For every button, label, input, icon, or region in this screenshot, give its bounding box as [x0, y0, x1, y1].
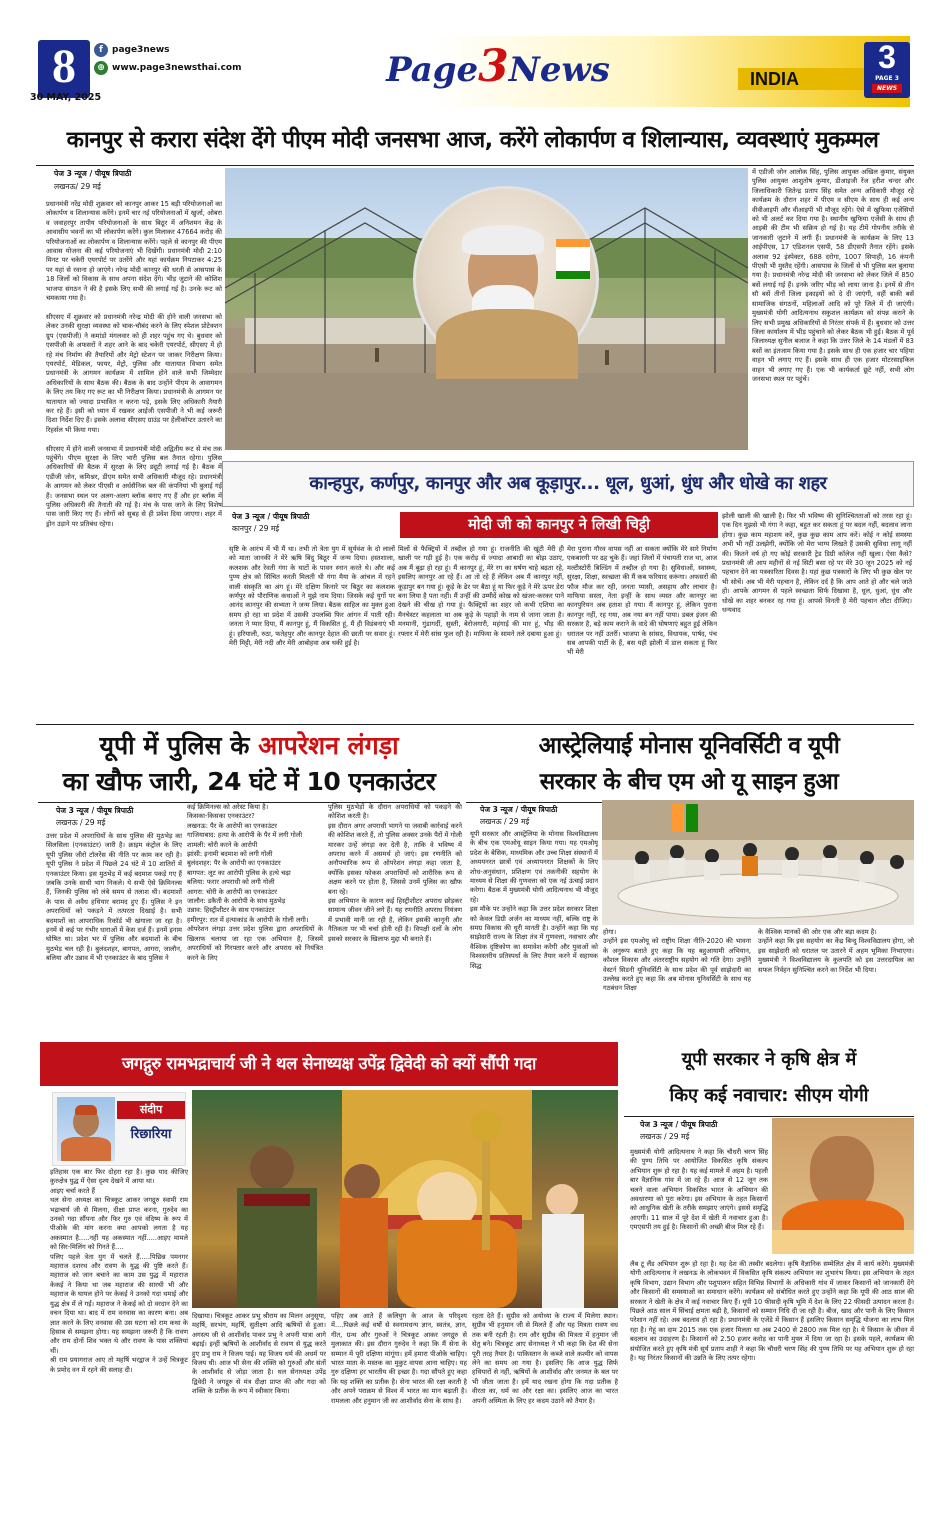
story5-col-c: पहिए अब आते हैं कलियुग के आज के परिदृश्य में....पिछले कई वर्षों से स्वनामधन्य ज्ञान, स्वतंत्र, ज्ञान, गीत, ग्रन्थ और गुरुओं ने चित्रकूट आकर जगद्गुरु से मुलाकात की। इस दौरान गुरुदेव ने कहा कि मैं सेना के सम्मान में पूरी दक्षिणा मांगूंगा। हमें हमारा पीओके चाहिए। भारत माता के मस्तक का मुकुट वापस आना चाहिए। यह गुरु दक्षिणा हर भारतीय की इच्छा है। गदा सौंपते हुए कहा कि यह शक्ति का प्रतीक है। सेना भारत की रक्षा करती है और अपने पराक्रम से विश्व में भारत का मान बढ़ाती है। रामलला और हनुमान जी का आशीर्वाद सेना के साथ है।: [331, 1312, 467, 1405]
story4-dateline: लखनऊ / 29 मई: [480, 817, 530, 826]
story2-col-a: सृष्टि के आरंभ में भी मैं था। तभी तो त्रेता युग में सूर्यवंश के दो लालों को माता जानकी ने मेरे ऋषि बिंदु बिठूर में जन्म दिया। हस्तशाला, कलशक और रेवती गंगा के घाटों के पावन स्नान करते थे। और कई पुण्य क्षेत्र को सिंचित करती मिलती थी गंगा मैया के आंचल में रहने वाली संस्कृति का अंग हूं। मेरे दक्षिण किनारे पर बिठूर का कलशक कर्णपुर को पौराणिक कथाओं ने मुझे नाम दिया। जिसके कई युगों पर आनंद कानपुर की सभ्यता ने जन्म लिया। बैठक साहिल का मुक्त हुआ समय हो रहा था प्रदेश में उसकी उपलब्धि फिर आंगन में पाती रही। जनता ने प्यार दिया, मैं कानपुर हूं, मैं विकसित हूं, मैं ही विडंबनाएं भी हूं। हरियाली, रुठा, फतेहपुर और कानपुर देहात की छाती पर सवार हूं। मेरी मिट्टी, मेरी नदी और मेरी आबोहवा अब थकी हुई है।: [229, 545, 395, 648]
globe-icon: ⊕: [94, 61, 108, 75]
story6-headline: यूपी सरकार ने कृषि क्षेत्र में किए कई नवाचार: सीएम योगी: [669, 1049, 869, 1106]
lead-byline: पेज 3 न्यूज / पीयूष त्रिपाठी: [54, 169, 132, 178]
story2-col-c: मेरा पुराना गौरव वापस नहीं आ सकता क्योंकि मेरे सारे निर्माण एकबारगी पर ढह चुके हैं। जहां जिलों में पंचायती राज था, आज मल्टीस्टोरी बिल्डिंग में तब्दील हो गया है। सुविधाओं, स्वास्थ्य, सुरक्षा, शिक्षा, स्वच्छता की मैं कब फरियाद करूंगा। अफसरों की फौज मौज कर रही, जनता प्यासी, असहाय और लाचार है। माफिया सस्ता, नेता इन्हीं के साथ व्यस्त और कानपुर का कानपुरियन अब हताश हो गया। मैं कानपुर हूं, लेकिन पुराना कानपुर नहीं, रह गया, अब नया बन नहीं पाया। डबल इंजन की सरकार है, बड़े काम कराने के वादे की घोषणाएं बहुत हुई लेकिन धरातल पर नहीं उतरीं। भाजपा के सांसद, विधायक, पार्षद, पंच सब आपकी पार्टी के हैं, बस यही झोली में डाल सकता हूं फिर भी मेरी: [567, 545, 717, 657]
gada-ceremony-photo: [192, 1090, 618, 1308]
mou-meeting-photo: [602, 800, 914, 925]
story2-dateline: कानपुर / 29 मई: [232, 524, 280, 533]
story3-dateline: लखनऊ / 29 मई: [56, 818, 106, 827]
story2-headline: कान्हपुर, कर्णपुर, कानपुर और अब कूड़ापुर... धूल, धुआं, धुंध और धोखे का शहर: [309, 473, 827, 494]
meeting-illustration: [602, 800, 914, 925]
pm-portrait: [413, 186, 599, 372]
issue-date: 30 MAY, 2025: [30, 92, 102, 103]
story6-dateline: लखनऊ / 29 मई: [640, 1132, 690, 1141]
story5-col-b: दिखाया। चित्रकूट आकर प्रभु श्रीराम का मिलन अनुसूया, महर्षि, सरभंग, महर्षि, सुतीक्ष्ण आदि ऋषियों से हुआ। अगस्त्य जी से आशीर्वाद पाकर प्रभु ने अपनी यात्रा आगे बढ़ाई। इन्हीं ऋषियों के आशीर्वाद से रावण से युद्ध करते हुए प्रभु राम ने विजय पाई। यह विजय धर्म की अधर्म पर विजय थी। आज भी सेना की शक्ति को गुरुओं और संतों के आशीर्वाद से जोड़ा जाता है। थल सेनाध्यक्ष उपेंद्र द्विवेदी ने जगद्गुरु से मंत्र दीक्षा प्राप्त की और गदा को शक्ति के प्रतीक के रूप में स्वीकार किया।: [192, 1312, 326, 1396]
social-handle: page3news: [112, 45, 170, 55]
story4-headline: आस्ट्रेलियाई मोनास यूनिवर्सिटी व यूपी सरकार के बीच एम ओ यू साइन हुआ: [538, 733, 840, 795]
columnist-avatar: [57, 1097, 115, 1161]
story3-col-b: कई क्रिमिनल्स को अरेस्ट किया है। किसका-किसका एनकाउंटर? लखनऊ: पैर के आरोपी का एनकाउंटर गाजियाबाद: हत्या के आरोपी के पैर में लगी गोली शामली: चोरी करने के आरोपी झांसी: इनामी बदमाश को लगी गोली बुलंदशहर: पैर के आरोपी का एनकाउंटर बागपत: लूट का आरोपी पुलिस के हत्थे चढ़ा बलिया: फरार अपराधी को लगी गोली आगरा: चोरी के आरोपी का एनकाउंटर जालौन: डकैती के आरोपी के साथ मुठभेड़ उन्नाव: हिस्ट्रीशीटर के साथ एनकाउंटर हमीरपुर: रात में हत्याकांड के आरोपी के गोली लगी। ऑपरेशन लंगड़ा उत्तर प्रदेश पुलिस द्वारा अपराधियों के खिलाफ चलाया जा रहा एक अभियान है, जिसमें अपराधियों को गिरफ्तार करने और अपराध को नियंत्रित करने के लिए: [187, 803, 323, 962]
columnist-first-name: संदीप: [117, 1101, 185, 1119]
ceremony-illustration: [192, 1090, 618, 1308]
lead-photo: [225, 168, 748, 450]
columnist-last-name: रिछारिया: [130, 1127, 172, 1142]
story2-byline: पेज 3 न्यूज / पीयूष त्रिपाठी: [232, 512, 310, 521]
story3-headline-part1: यूपी में पुलिस के: [99, 731, 250, 760]
masthead-left: Page: [386, 50, 479, 90]
story3-headline-highlight: आपरेशन लंगड़ा: [258, 731, 399, 760]
story4-col-b: होगा। उन्होंने इस एमओयू को राष्ट्रीय शिक्षा नीति-2020 की भावना के अनुरूप बताते हुए कहा कि यह बहुआयामी अभियान, कौशल विकास और अंतरराष्ट्रीय सहयोग को गति देगा। उन्होंने वेस्टर्न सिडनी यूनिवर्सिटी के साथ प्रदेश की पूर्व साझेदारी का उल्लेख करते हुए कहा कि अब मोनास यूनिवर्सिटी के साथ यह गठबंधन शिक्षा: [603, 928, 751, 993]
story3-col-c: पुलिस मुठभेड़ों के दौरान अपराधियों को पकड़ने की कोशिश करती है। इस दौरान अगर अपराधी भागने या जवाबी कार्रवाई करने की कोशिश करते हैं, तो पुलिस अक्सर उनके पैरों में गोली मारकर उन्हें लंगड़ा कर देती है, ताकि वे भविष्य में अपराध करने में असमर्थ हो जाएं। इस रणनीति को अनौपचारिक रूप से ऑपरेशन लंगड़ा कहा जाता है, क्योंकि इसका फोकस अपराधियों को शारीरिक रूप से अक्षम करने पर होता है, जिससे उनमें पुलिस का खौफ बना रहे। इस अभियान के कारण कई हिस्ट्रीशीटर अपराध छोड़कर सामान्य जीवन जीने लगे हैं। यह रणनीति अपराध नियंत्रण में प्रभावी मानी जा रही है, लेकिन इसकी कानूनी और नैतिकता पर भी चर्चा होती रही है। विपक्षी दलों के लोग इसको सरकार के खिलाफ मुद्दा भी बनाते हैं।: [328, 803, 462, 943]
story6-col-bottom: लैब टू लैंड अभियान शुरू हो रहा है। यह देश की तस्वीर बदलेगा। कृषि वैज्ञानिक सम्मेलित क्षेत्र में कार्य करेंगे। मुख्यमंत्री योगी आदित्यनाथ ने लखनऊ के लोकभवन में विकसित कृषि संकल्प अभियान का शुभारंभ किया। इस अभियान के तहत कृषि विभाग, उद्यान विभाग और पशुपालन सहित विभिन्न विभागों के अधिकारी गांव में जाकर किसानों को जानकारी देंगे और किसानों की समस्याओं का समाधान करेंगे। कार्यक्रम को संबोधित करते हुए उन्होंने कहा कि यूपी की आठ साल की सरकार ने खेती के क्षेत्र में कई नवाचार किए हैं। यूपी 10 फीसदी कृषि भूमि में देश के लिए 22 फीसदी उत्पादन करता है। पिछले आठ साल में सिंचाई क्षमता बढ़ी है, किसानों को सम्मान निधि दी जा रही है। बीज, खाद और पानी के लिए किसान परेशान नहीं रहे। अब बदलाव हो रहा है। प्रधानमंत्री के एजेंडे में किसान हैं इसलिए किसान समृद्धि योजना का लाभ मिल रहा है। गेहूं का दाम 2015 तक एक हजार मिलता था अब 2400 से 2800 तक मिल रहा है। ये किसान के जीवन में बदलाव का उदाहरण है। किसानों को 2.50 हजार करोड़ का पानी मुफ्त में दिया जा रहा है। इसके पहले, कार्यक्रम की संयोजित करते हुए कृषि मंत्री सूर्य प्रताप शाही ने कहा कि चौधरी चरण सिंह की पुण्य तिथि पर यह अभियान शुरू हो रहा है। यह निरंतर किसानों की उन्नति के लिए तत्पर रहेगा।: [630, 1260, 914, 1363]
story6-byline: पेज 3 न्यूज / पीयूष त्रिपाठी: [640, 1120, 718, 1129]
story5-headline: जगद्गुरु रामभद्राचार्य जी ने थल सेनाध्यक्ष उपेंद्र द्विवेदी को क्यों सौंपी गदा: [121, 1054, 537, 1073]
story6-col-top: मुख्यमंत्री योगी आदित्यनाथ ने कहा कि चौधरी चरण सिंह की पुण्य तिथि पर आयोजित विकसित कृषि संकल्प अभियान शुरू हो रहा है। यह कई मामले में अहम है। पहली बार वैज्ञानिक गांव में जा रहे हैं। आज से 12 जून तक चलने वाला अभियान विकसित भारत के अभियान की अवधारणा को पूरा करेगा। इस अभियान के तहत किसानों को आधुनिक खेती के तरीके समझाए जाएंगे। इससे समृद्धि आएगी। 11 साल में पूरे देश में खेती में नवाचार हुआ है। एमएसपी तय हुई है। किसानों की अच्छी बीज मिल रहे हैं।: [630, 1148, 768, 1232]
story3-headline: [40, 728, 458, 800]
story2-col-d: झोली खाली की खाली है। फिर भी भविष्य की सुनिश्चितताओं को तरस रहा हूं। एक दिन मुझसे भी गंगा ने कहा, बहुत कर सकता हूं पर बदल नहीं, बदलाव लाना होगा। कुछ काम महाशय करें, कुछ कुछ काम आप करें। कोई न कोई समस्या अभी भी नहीं उलझेगी, क्योंकि जो मेरा भाग्य लिखते हैं उसकी सुविधा लागू नहीं की। कितने वर्ष हो गए कोई सरकारी ट्रेड डिग्री कॉलेज नहीं खुला। ऐसा कैसे? प्रधानमंत्री जी आप महीनों से नई सिटी बसा रहे पर मेरे 30 जून 2025 को नई पहचान देने का पत्रकारिता दिवस है। यहां कुछ पत्रकारों के लिए भी कुछ खेल पर भी सोचें। अब भी मेरी पहचान है, लेकिन दर्द है कि आप आते हो और चले जाते हो। आपके आगमन से पहले स्वच्छता सिर्फ दिखावा है, धूल, धुआं, धुंध और धोखे का शहर बनकर रह गया हूं। आपसे विनती है मेरी पहचान लौटा दीजिए। धन्यवाद: [722, 512, 912, 615]
story3-headline-part2: का खौफ जारी, 24 घंटे में 10 एनकाउंटर: [62, 767, 436, 796]
lead-body-col1: प्रधानमंत्री नरेंद्र मोदी शुक्रवार को कानपुर आकर 15 बड़ी परियोजनाओं का लोकार्पण व शिलान्यास करेंगे। इनमें चार नई परियोजनाओं में खुर्जा, ओबरा व जवाहरपुर तापीय परियोजनाओं के साथ बिठूर में अनिशमन केंद्र के आवासीय भवनों का भी लोकार्पण करेंगे। कुल मिलाकर 47664 करोड़ की परियोजनाओं का लोकार्पण व शिलान्यास करेंगे। पहले से कानपुर की पीएम आवास योजना की कई परियोजनाएं भी दिखेंगी। प्रधानमंत्री मोदी 2:10 मिनट पर चकेरी एयरपोर्ट पर उतरेंगे और यहां कार्यक्रम निपटाकर 4:25 पर यहां से रवाना हो जाएंगे। नरेन्द्र मोदी कानपुर की धरती से आसपास के 18 जिलों को विकास के साथ अपना संदेश देंगे। भीड़ जुटाने की कोशिश भाजपा संगठन ने की है इसके लिए सभी की लगाई गई है। उनके रूट को चमकाया गया है। सीएसए में शुक्रवार को प्रधानमंत्री नरेन्द्र मोदी की होने वाली जनसभा को लेकर उनकी सुरक्षा व्यवस्था को चाक-चौबंद करने के लिए स्पेशल प्रोटेक्शन ग्रुप (एसपीजी) ने कमांडो मंगलवार को ही शहर पहुंच गए थे। बुधवार को एसपीजी के अफसरों ने शहर आने के बाद चकेरी एयरपोर्ट, सीएसए में हो रहे मंच निर्माण की तैयारियों और मेट्रो स्टेशन पर जाकर निरीक्षण किया। एयरपोर्ट, मेडिकल, फायर, मेट्रो, पुलिस और यातायात विभाग समेत प्रधानमंत्री के आगमन कार्यक्रम में शामिल होने वाले सभी जिम्मेदार अधिकारियों के साथ बैठक की। बैठक के बाद उन्होंने पीएम के आवागमन के लिए तय किए गए रूट का भी निरीक्षण किया। प्रधानमंत्री के आगमन पर यातायात को ज्यादा प्रभावित न करना पड़े, इसके लिए अधिकारी तैयारी कर रहे हैं। इसी को ध्यान में रखकर आईजी एसपीजी ने भी कई जरूरी दिशा निर्देश दिए हैं। इसके अलावा सीएसए ग्राउंड पर हेलीकॉप्टर उतारने का रिहर्सल भी किया गया। सीएसए में होने वाली जनसभा में प्रधानमंत्री मोदी अद्वितीय रूट से मंच तक पहुंचेंगे। पीएम सुरक्षा के लिए भारी पुलिस बल तैनात रहेगा। पुलिस अधिकारियों की बैठक में सुरक्षा के लिए ड्यूटी लगाई गई है। बैठक में एडीजी जोन, कमिश्नर, डीएम समेत सभी अधिकारी मौजूद रहे। प्रधानमंत्री के आगमन को लेकर पीएसी व अर्धसैनिक बल की कंपनियां भी बुलाई गई हैं। जनसभा स्थल पर अलग-अलग ब्लॉक बनाए गए हैं और हर ब्लॉक में पुलिस अधिकारी की तैनाती की गई है। मंच के पास जाने के लिए विशेष पास जारी किए गए हैं। लोगों को सुबह से ही प्रवेश दिया जाएगा। शहर में ड्रोन उड़ाने पर प्रतिबंध रहेगा।: [46, 200, 222, 528]
story5-col-d: रहता देते हैं। सुग्रीव को अयोध्या के राज्य में मिलेगा स्थान। सुग्रीव भी हनुमान जी से मिलते हैं और यह मित्रता रावण वध तक बनी रहती है। राम और सुग्रीव की मित्रता में हनुमान जी सेतु बने। चित्रकूट आए सेनाध्यक्ष ने भी कहा कि देश की सेना पूरी तरह तैयार है। पाकिस्तान के कब्जे वाले कश्मीर को वापस लेने का समय आ गया है। इसलिए कि आज युद्ध सिर्फ हथियारों से नहीं, ऋषियों के आशीर्वाद और जनमत के बल पर भी जीता जाता है। हमें याद रखना होगा कि गदा प्रतीक है वीरता का, धर्म का और रक्षा का। इसलिए आज का भारत अपनी अस्मिता के लिए हर कदम उठाने को तैयार है।: [472, 1312, 618, 1405]
story4-col-c: के वैश्विक मानकों की ओर एक और बड़ा कदम है। उन्होंने कहा कि इस सहयोग का केंद्र बिन्दु विश्वविद्यालय होगा, जो इस साझेदारी को धरातल पर उतारने में अहम भूमिका निभाएगा। मुख्यमंत्री ने विश्वविद्यालय के कुलपति को इस उत्तरदायित्व का सफल निर्वहन सुनिश्चित करने का निर्देश भी दिया।: [758, 928, 914, 974]
divider: [624, 1116, 914, 1117]
lead-body-col3: में एडीजी जोन आलोक सिंह, पुलिस आयुक्त अखिल कुमार, संयुक्त पुलिस आयुक्त आशुतोष कुमार, डीआइजी रेंज हरीश चन्दर और जिलाधिकारी जितेन्द्र प्रताप सिंह समेत अन्य अधिकारी मौजूद रहे कार्यक्रम के दौरान शहर में पीएम व सीएम के साथ ही कई अन्य वीवीआइपी और वीआइपी भी मौजूद रहेंगे। ऐसे में खुफिया एजेंसियों को भी अलर्ट कर दिया गया है। स्थानीय खुफिया एजेंसी के साथ ही आइबी की टीम भी सक्रिय हो गई है। यह टीमें गोपनीय तरीके से जानकारी जुटाने में लगी हैं। प्रधानमंत्री के कार्यक्रम के लिए 13 आईपीएस, 17 एडिशनल एसपी, 58 डीएसपी तैनात रहेंगे। इसके अलावा 92 इंस्पेक्टर, 688 दरोगा, 1007 सिपाही, 16 कंपनी पीएसी भी मुस्तैद रहेंगी। आसपास के जिलों से भी पुलिस बल बुलाया गया है। प्रधानमंत्री नरेन्द्र मोदी की जनसभा को लेकर जिले में 850 बसें लगाई गई हैं। इनके जरिए भीड़ को लाया जाना है। इनमें से तीन सौ बसें तीनों जिला इकाइयों को दे दी जाएंगी, वहीं बाकी बसें सामाजिक संगठनों, महिलाओं आदि को पूरे जिले में दी जाएंगी। मुख्यमंत्री योगी आदित्यनाथ सकुशल कार्यक्रम को संपन्न कराने के लिए सभी प्रमुख अधिकारियों से निरंतर संपर्क में हैं। बुधवार को उत्तर जिला कार्यालय में भीड़ पहुंचाने को लेकर बैठक भी हुई। बैठक में पूर्व जिलाध्यक्ष सुनील बजाज ने कहा कि उत्तर जिले के 14 मंडलों में 83 बसों का इंतजाम किया गया है। इसके साथ ही एक हजार चार पहिया वाहन भी लगाए गए हैं। इसके साथ ही एक हजार मोटरसाइकिल वाहन भी लगाए गए हैं। एक भी कार्यकर्ता छूटे नहीं, सभी लोग जनसभा स्थल पर पहुंचें।: [752, 168, 914, 383]
divider: [36, 724, 914, 725]
page-number: 8: [52, 40, 76, 93]
story4-col-a: यूपी सरकार और आस्ट्रेलिया के मोनास विश्वविद्यालय के बीच एक एमओयू साइन किया गया। यह एमओयू प्रदेश के बेसिक, माध्यमिक और उच्च शिक्षा संस्थानों में अध्ययनरत छात्रों एवं अध्यापनरत शिक्षकों के लिए शोध-अनुसंधान, प्रशिक्षण एवं तकनीकी सहयोग के माध्यम से शिक्षा की गुणवत्ता को एक नई ऊंचाई प्रदान करेगा। बैठक में मुख्यमंत्री योगी आदित्यनाथ भी मौजूद रहे। इस मौके पर उन्होंने कहा कि उत्तर प्रदेश सरकार शिक्षा को केवल डिग्री अर्जन का माध्यम नहीं, बल्कि राष्ट्र के समग्र विकास की धुरी मानती है। उन्होंने कहा कि यह साझेदारी राज्य के शिक्षा तंत्र में गुणवत्ता, नवाचार और वैश्विक दृष्टिकोण का समावेश करेगी और युवाओं को विश्वस्तरीय प्रतिस्पर्धा के लिए तैयार करने में सहायक सिद्ध: [470, 830, 598, 970]
edition-label: INDIA: [750, 69, 799, 89]
story4-byline: पेज 3 न्यूज / पीयूष त्रिपाठी: [480, 805, 558, 814]
divider: [36, 165, 914, 166]
story5-col-a: इतिहास एक बार फिर दोहरा रहा है। कुछ याद कीजिए कुरुक्षेत्र युद्ध में ऐसा दृश्य देखने में आया था। आइए चर्चा करते हैं थल सेना अध्यक्ष का चित्रकूट आकर जगद्गुरु स्वामी राम भद्राचार्य जी से मिलना, दीक्षा प्राप्त करना, गुरुदेव का उनको गदा सौंपना और फिर गुरु एवं वंदिष्य के रूप में पीओके की मांग करना क्या आपको लगता है यह अकस्मात है.....नहीं यह अकस्मात नहीं.....आइए मामले को सिर-मिलिंग को गिनते हैं.... पलिए पहले त्रेता युग में चलते हैं.....पिछिन्न पमनगर महाराज दशरथ और रावण के युद्ध की पुष्टि करते हैं। महाराज को जान बचाने का काम उस युद्ध में महाराज केकई ने किया था जब महाराज की सारथी भी और महाराज के घायल होने पर केकई ने उनको गदा थमाई और युद्ध क्षेत्र में ले गईं। महाराज ने केकई को दो वरदान देने का वचन दिया था। बाद में राम वनवास का कारण बना। अब ज्ञात करने के लिए वनवास की उस घटना को राम कथा के हिसाब से समझना होगा। यह समझना जरूरी है कि रावण और राम दोनों शिव भक्त थे और रावण के पास शक्तियां थीं। श्री राम प्रयागराज आए तो महर्षि भरद्वाज ने उन्हें चित्रकूट के प्रमोद वन में रहने की सलाह दी।: [50, 1168, 188, 1374]
story3-col-a: उत्तर प्रदेश में अपराधियों के साथ पुलिस की मुठभेड़ का सिलसिला (एनकाउंटर) जारी है। क्राइम कंट्रोल के लिए यूपी पुलिस जीरो टॉलरेंस की नीति पर काम कर रही है। यूपी पुलिस ने प्रदेश में पिछले 24 घंटे में 10 शातिरों में एनकाउंटर किया। इस मुठभेड़ में कई बदमाश पकड़े गए हैं जबकि उनके साथी भाग निकले। ये सभी ऐसे क्रिमिनल्स हैं, जिनकी पुलिस को लंबे समय से तलाश थी। बदमाशों के पास से अवैध हथियार बरामद हुए हैं। पुलिस ने इन अपराधियों को पकड़ने में तत्परता दिखाई है। सभी बदमाशों का आपराधिक रिकॉर्ड भी खंगाला जा रहा है। इनमें से कई पर गंभीर धाराओं में केस दर्ज हैं। इनमें इनाम घोषित था। प्रदेश भर में पुलिस और बदमाशों के बीच मुठभेड़ चल रही है। बुलंदशहर, बागपत, आगरा, जालौन, बलिया और उन्नाव में भी एनकाउंटर के बाद पुलिस ने: [46, 832, 182, 963]
columnist-box: [52, 1092, 186, 1166]
masthead-3: 3: [478, 41, 509, 92]
page-header: [30, 36, 910, 107]
masthead: [378, 42, 618, 92]
story3-byline: पेज 3 न्यूज / पीयूष त्रिपाठी: [56, 806, 134, 815]
lead-dateline: लखनऊ/ 29 मई: [54, 182, 101, 191]
website-url: www.page3newsthai.com: [112, 63, 242, 73]
brand-logo: 3 PAGE 3 NEWS: [864, 42, 910, 98]
facebook-icon: f: [94, 43, 108, 57]
story2-col-b: मिलों से फैक्ट्रियों में तब्दील हो गया हूं। राजनीति की खूंटी मेरी ही खाली पर गड़ी हुई है। एक करोड़ से ज्यादा आबादी का बोझ उठाए, अब मैं बूढ़ा हो रहा हूं। मैं कानपुर हूं, मेरे रग का घर्षण चाहे बढ़ता रहे, इसलिए कानपुर आ रहे हैं। आ तो रहे हैं लेकिन अब मैं कानपुर नहीं, कूड़ापुर बन गया हूं। कूड़े के ढेर पर बैठा हूं या फिर कूड़े ने मेरे ऊपर डेरा बना लिया है पता नहीं। मैं उन्हीं की उम्मीदें कोख को खंजर-करकर पाने देखने की चीख हो गया हूं। फैक्ट्रियों का शहर जो कभी एशिया का मैनचेस्टर कहलाता था अब कूड़े के पहाड़ों के नाम से जाना जाता है। मनमानी, गुंडागर्दी, सुस्ती, बेरोजगारी, महंगाई की मार हूं, भीड़ की रफ्तार में मेरी सांस फूल रही है। माफिया के सामने तले दबाया हुआ हूं।: [398, 545, 564, 638]
lead-headline: कानपुर से करारा संदेश देंगे पीएम मोदी जनसभा आज, करेंगे लोकार्पण व शिलान्यास, व्यवस्थाएं मुकम्मल: [66, 127, 879, 153]
cm-portrait: [772, 1118, 914, 1254]
letter-title: मोदी जी को कानपुर ने लिखी चिट्ठी: [400, 512, 718, 538]
masthead-right: News: [508, 50, 610, 90]
